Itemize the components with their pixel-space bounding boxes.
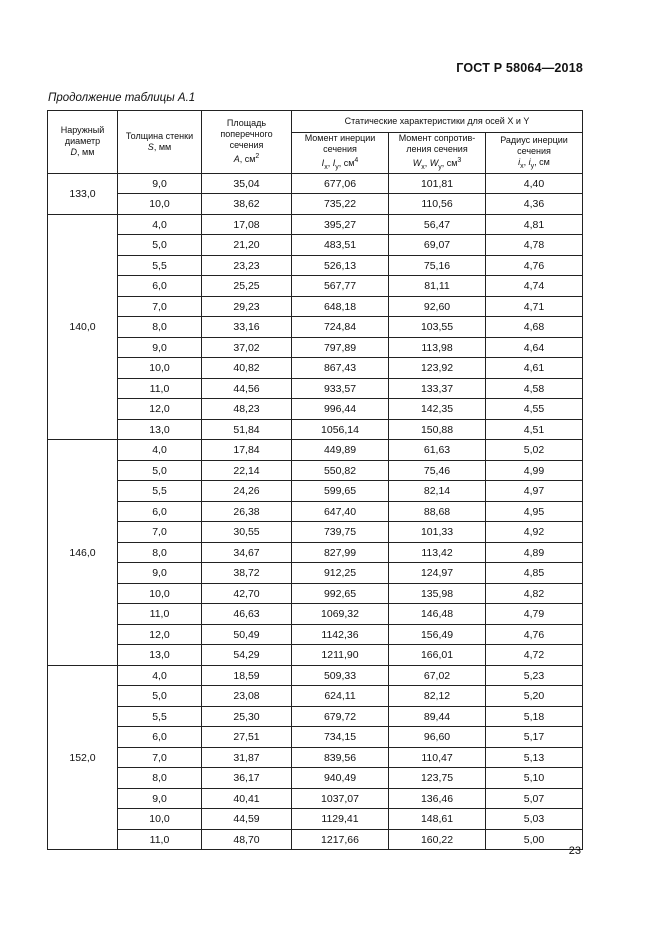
area-cell: 44,56 xyxy=(202,378,292,399)
table-row xyxy=(48,481,583,502)
section-modulus-cell: 160,22 xyxy=(389,829,486,850)
radius-of-gyration-cell: 5,18 xyxy=(486,706,583,727)
radius-of-gyration-cell: 4,76 xyxy=(486,624,583,645)
moment-of-inertia-cell: 395,27 xyxy=(292,214,389,235)
moment-of-inertia-cell: 940,49 xyxy=(292,768,389,789)
header-radius-unit: $i_x$, $i_y$, см xyxy=(518,156,550,170)
wall-thickness-cell: 13,0 xyxy=(118,419,202,440)
wall-thickness-cell: 13,0 xyxy=(118,645,202,666)
section-modulus-cell: 113,98 xyxy=(389,337,486,358)
wall-thickness-cell: 7,0 xyxy=(118,296,202,317)
header-static-characteristics: Статические характеристики для осей X и Y xyxy=(292,111,583,133)
wall-thickness-cell: 6,0 xyxy=(118,276,202,297)
table-row xyxy=(48,604,583,625)
wall-thickness-cell: 10,0 xyxy=(118,809,202,830)
section-modulus-cell: 81,11 xyxy=(389,276,486,297)
table-row xyxy=(48,317,583,338)
table-row xyxy=(48,768,583,789)
table-row xyxy=(48,337,583,358)
wall-thickness-cell: 11,0 xyxy=(118,378,202,399)
section-modulus-cell: 96,60 xyxy=(389,727,486,748)
moment-of-inertia-cell: 1217,66 xyxy=(292,829,389,850)
radius-of-gyration-cell: 4,85 xyxy=(486,563,583,584)
table-row xyxy=(48,214,583,235)
header-section-modulus: Момент сопротив- ления сечения $W_x$, $W_y$, $см^3$ xyxy=(389,133,486,174)
radius-of-gyration-cell: 4,55 xyxy=(486,399,583,420)
moment-of-inertia-cell: 526,13 xyxy=(292,255,389,276)
section-modulus-cell: 56,47 xyxy=(389,214,486,235)
wall-thickness-cell: 9,0 xyxy=(118,788,202,809)
area-cell: 51,84 xyxy=(202,419,292,440)
area-cell: 17,08 xyxy=(202,214,292,235)
table-row xyxy=(48,542,583,563)
header-area-unit: A, $см^2$ xyxy=(233,153,260,165)
section-modulus-cell: 156,49 xyxy=(389,624,486,645)
radius-of-gyration-cell: 5,02 xyxy=(486,440,583,461)
section-modulus-cell: 142,35 xyxy=(389,399,486,420)
area-cell: 25,25 xyxy=(202,276,292,297)
moment-of-inertia-cell: 996,44 xyxy=(292,399,389,420)
table-row xyxy=(48,399,583,420)
table-row xyxy=(48,296,583,317)
moment-of-inertia-cell: 735,22 xyxy=(292,194,389,215)
area-cell: 17,84 xyxy=(202,440,292,461)
area-cell: 44,59 xyxy=(202,809,292,830)
area-cell: 54,29 xyxy=(202,645,292,666)
wall-thickness-cell: 12,0 xyxy=(118,399,202,420)
table-row xyxy=(48,460,583,481)
table-caption: Продолжение таблицы А.1 xyxy=(48,92,196,104)
radius-of-gyration-cell: 5,10 xyxy=(486,768,583,789)
radius-of-gyration-cell: 4,58 xyxy=(486,378,583,399)
radius-of-gyration-cell: 4,95 xyxy=(486,501,583,522)
area-cell: 24,26 xyxy=(202,481,292,502)
section-modulus-cell: 82,14 xyxy=(389,481,486,502)
area-cell: 31,87 xyxy=(202,747,292,768)
area-cell: 23,23 xyxy=(202,255,292,276)
moment-of-inertia-cell: 599,65 xyxy=(292,481,389,502)
section-modulus-cell: 82,12 xyxy=(389,686,486,707)
moment-of-inertia-cell: 724,84 xyxy=(292,317,389,338)
section-modulus-cell: 135,98 xyxy=(389,583,486,604)
table-row xyxy=(48,747,583,768)
section-modulus-cell: 146,48 xyxy=(389,604,486,625)
header-cross-section-area: Площадь поперечного сечения A, $см^2$ xyxy=(202,111,292,174)
area-cell: 37,02 xyxy=(202,337,292,358)
moment-of-inertia-cell: 624,11 xyxy=(292,686,389,707)
section-modulus-cell: 89,44 xyxy=(389,706,486,727)
section-modulus-cell: 150,88 xyxy=(389,419,486,440)
moment-of-inertia-cell: 449,89 xyxy=(292,440,389,461)
area-cell: 40,41 xyxy=(202,788,292,809)
moment-of-inertia-cell: 933,57 xyxy=(292,378,389,399)
radius-of-gyration-cell: 5,03 xyxy=(486,809,583,830)
moment-of-inertia-cell: 679,72 xyxy=(292,706,389,727)
radius-of-gyration-cell: 5,00 xyxy=(486,829,583,850)
wall-thickness-cell: 9,0 xyxy=(118,563,202,584)
moment-of-inertia-cell: 647,40 xyxy=(292,501,389,522)
table-row xyxy=(48,563,583,584)
radius-of-gyration-cell: 5,20 xyxy=(486,686,583,707)
table-row xyxy=(48,727,583,748)
wall-thickness-cell: 4,0 xyxy=(118,665,202,686)
radius-of-gyration-cell: 4,72 xyxy=(486,645,583,666)
section-modulus-cell: 113,42 xyxy=(389,542,486,563)
radius-of-gyration-cell: 4,71 xyxy=(486,296,583,317)
table-row xyxy=(48,583,583,604)
wall-thickness-cell: 5,0 xyxy=(118,686,202,707)
wall-thickness-cell: 10,0 xyxy=(118,194,202,215)
radius-of-gyration-cell: 5,23 xyxy=(486,665,583,686)
table-row xyxy=(48,522,583,543)
header-inertia-unit: $I_x$, $I_y$, $см^4$ xyxy=(321,157,359,171)
header-moment-of-inertia: Момент инерции сечения $I_x$, $I_y$, $см^4$ xyxy=(292,133,389,174)
section-modulus-cell: 88,68 xyxy=(389,501,486,522)
wall-thickness-cell: 9,0 xyxy=(118,337,202,358)
radius-of-gyration-cell: 4,76 xyxy=(486,255,583,276)
wall-thickness-cell: 7,0 xyxy=(118,522,202,543)
radius-of-gyration-cell: 4,89 xyxy=(486,542,583,563)
section-modulus-cell: 148,61 xyxy=(389,809,486,830)
moment-of-inertia-cell: 648,18 xyxy=(292,296,389,317)
table-row xyxy=(48,276,583,297)
radius-of-gyration-cell: 5,07 xyxy=(486,788,583,809)
table-row xyxy=(48,255,583,276)
header-radius-of-gyration: Радиус инерции сечения $i_x$, $i_y$, см xyxy=(486,133,583,174)
section-modulus-cell: 75,16 xyxy=(389,255,486,276)
wall-thickness-cell: 8,0 xyxy=(118,768,202,789)
section-modulus-cell: 123,92 xyxy=(389,358,486,379)
section-modulus-cell: 75,46 xyxy=(389,460,486,481)
wall-thickness-cell: 7,0 xyxy=(118,747,202,768)
area-cell: 30,55 xyxy=(202,522,292,543)
section-modulus-cell: 133,37 xyxy=(389,378,486,399)
radius-of-gyration-cell: 4,82 xyxy=(486,583,583,604)
table-row xyxy=(48,829,583,850)
wall-thickness-cell: 10,0 xyxy=(118,583,202,604)
steel-pipe-properties-table xyxy=(47,110,583,850)
wall-thickness-cell: 11,0 xyxy=(118,604,202,625)
wall-thickness-cell: 5,5 xyxy=(118,706,202,727)
radius-of-gyration-cell: 4,79 xyxy=(486,604,583,625)
radius-of-gyration-cell: 4,64 xyxy=(486,337,583,358)
section-modulus-cell: 61,63 xyxy=(389,440,486,461)
moment-of-inertia-cell: 839,56 xyxy=(292,747,389,768)
radius-of-gyration-cell: 4,99 xyxy=(486,460,583,481)
wall-thickness-cell: 9,0 xyxy=(118,173,202,194)
table-row xyxy=(48,645,583,666)
area-cell: 36,17 xyxy=(202,768,292,789)
wall-thickness-cell: 5,5 xyxy=(118,481,202,502)
table-row xyxy=(48,235,583,256)
moment-of-inertia-cell: 734,15 xyxy=(292,727,389,748)
moment-of-inertia-cell: 1056,14 xyxy=(292,419,389,440)
area-cell: 29,23 xyxy=(202,296,292,317)
moment-of-inertia-cell: 867,43 xyxy=(292,358,389,379)
outer-diameter-cell: 133,0 xyxy=(48,173,118,214)
moment-of-inertia-cell: 797,89 xyxy=(292,337,389,358)
area-cell: 22,14 xyxy=(202,460,292,481)
area-cell: 38,62 xyxy=(202,194,292,215)
section-modulus-cell: 166,01 xyxy=(389,645,486,666)
table-row xyxy=(48,440,583,461)
moment-of-inertia-cell: 1129,41 xyxy=(292,809,389,830)
section-modulus-cell: 101,81 xyxy=(389,173,486,194)
moment-of-inertia-cell: 912,25 xyxy=(292,563,389,584)
wall-thickness-cell: 11,0 xyxy=(118,829,202,850)
area-cell: 23,08 xyxy=(202,686,292,707)
radius-of-gyration-cell: 4,74 xyxy=(486,276,583,297)
moment-of-inertia-cell: 992,65 xyxy=(292,583,389,604)
table-row xyxy=(48,194,583,215)
moment-of-inertia-cell: 1142,36 xyxy=(292,624,389,645)
moment-of-inertia-cell: 1211,90 xyxy=(292,645,389,666)
area-cell: 18,59 xyxy=(202,665,292,686)
standard-number: ГОСТ Р 58064—2018 xyxy=(456,61,583,75)
table-row xyxy=(48,624,583,645)
outer-diameter-cell: 146,0 xyxy=(48,440,118,666)
section-modulus-cell: 92,60 xyxy=(389,296,486,317)
header-outer-diameter: Наружный диаметр D, мм xyxy=(48,111,118,174)
section-modulus-cell: 69,07 xyxy=(389,235,486,256)
section-modulus-cell: 124,97 xyxy=(389,563,486,584)
area-cell: 48,70 xyxy=(202,829,292,850)
wall-thickness-cell: 5,5 xyxy=(118,255,202,276)
wall-thickness-cell: 12,0 xyxy=(118,624,202,645)
table-row xyxy=(48,378,583,399)
radius-of-gyration-cell: 5,17 xyxy=(486,727,583,748)
table-row xyxy=(48,788,583,809)
section-modulus-cell: 123,75 xyxy=(389,768,486,789)
radius-of-gyration-cell: 4,78 xyxy=(486,235,583,256)
moment-of-inertia-cell: 677,06 xyxy=(292,173,389,194)
radius-of-gyration-cell: 4,40 xyxy=(486,173,583,194)
wall-thickness-cell: 6,0 xyxy=(118,501,202,522)
area-cell: 21,20 xyxy=(202,235,292,256)
section-modulus-cell: 136,46 xyxy=(389,788,486,809)
table-row xyxy=(48,706,583,727)
radius-of-gyration-cell: 4,36 xyxy=(486,194,583,215)
area-cell: 46,63 xyxy=(202,604,292,625)
wall-thickness-cell: 5,0 xyxy=(118,460,202,481)
table-row xyxy=(48,686,583,707)
radius-of-gyration-cell: 4,68 xyxy=(486,317,583,338)
radius-of-gyration-cell: 4,97 xyxy=(486,481,583,502)
radius-of-gyration-cell: 4,92 xyxy=(486,522,583,543)
radius-of-gyration-cell: 4,81 xyxy=(486,214,583,235)
section-modulus-cell: 101,33 xyxy=(389,522,486,543)
area-cell: 25,30 xyxy=(202,706,292,727)
radius-of-gyration-cell: 5,13 xyxy=(486,747,583,768)
table-row xyxy=(48,665,583,686)
area-cell: 27,51 xyxy=(202,727,292,748)
wall-thickness-cell: 5,0 xyxy=(118,235,202,256)
area-cell: 50,49 xyxy=(202,624,292,645)
moment-of-inertia-cell: 567,77 xyxy=(292,276,389,297)
wall-thickness-cell: 4,0 xyxy=(118,440,202,461)
moment-of-inertia-cell: 827,99 xyxy=(292,542,389,563)
area-cell: 26,38 xyxy=(202,501,292,522)
moment-of-inertia-cell: 1037,07 xyxy=(292,788,389,809)
table-row xyxy=(48,358,583,379)
wall-thickness-cell: 4,0 xyxy=(118,214,202,235)
table-row xyxy=(48,419,583,440)
outer-diameter-cell: 152,0 xyxy=(48,665,118,850)
moment-of-inertia-cell: 1069,32 xyxy=(292,604,389,625)
table-row xyxy=(48,809,583,830)
wall-thickness-cell: 8,0 xyxy=(118,542,202,563)
area-cell: 48,23 xyxy=(202,399,292,420)
area-cell: 34,67 xyxy=(202,542,292,563)
moment-of-inertia-cell: 550,82 xyxy=(292,460,389,481)
area-cell: 38,72 xyxy=(202,563,292,584)
wall-thickness-cell: 6,0 xyxy=(118,727,202,748)
radius-of-gyration-cell: 4,61 xyxy=(486,358,583,379)
header-wall-thickness: Толщина стенки S, мм xyxy=(118,111,202,174)
header-wall-thickness-unit: S, мм xyxy=(147,141,172,152)
radius-of-gyration-cell: 4,51 xyxy=(486,419,583,440)
section-modulus-cell: 103,55 xyxy=(389,317,486,338)
page-number: 23 xyxy=(568,845,581,857)
wall-thickness-cell: 10,0 xyxy=(118,358,202,379)
outer-diameter-cell: 140,0 xyxy=(48,214,118,440)
section-modulus-cell: 67,02 xyxy=(389,665,486,686)
area-cell: 33,16 xyxy=(202,317,292,338)
area-cell: 40,82 xyxy=(202,358,292,379)
section-modulus-cell: 110,47 xyxy=(389,747,486,768)
header-modulus-unit: $W_x$, $W_y$, $см^3$ xyxy=(412,157,462,171)
wall-thickness-cell: 8,0 xyxy=(118,317,202,338)
moment-of-inertia-cell: 483,51 xyxy=(292,235,389,256)
header-outer-diameter-unit: D, мм xyxy=(70,147,95,158)
table-row xyxy=(48,501,583,522)
moment-of-inertia-cell: 509,33 xyxy=(292,665,389,686)
table-row xyxy=(48,173,583,194)
moment-of-inertia-cell: 739,75 xyxy=(292,522,389,543)
area-cell: 42,70 xyxy=(202,583,292,604)
section-modulus-cell: 110,56 xyxy=(389,194,486,215)
area-cell: 35,04 xyxy=(202,173,292,194)
